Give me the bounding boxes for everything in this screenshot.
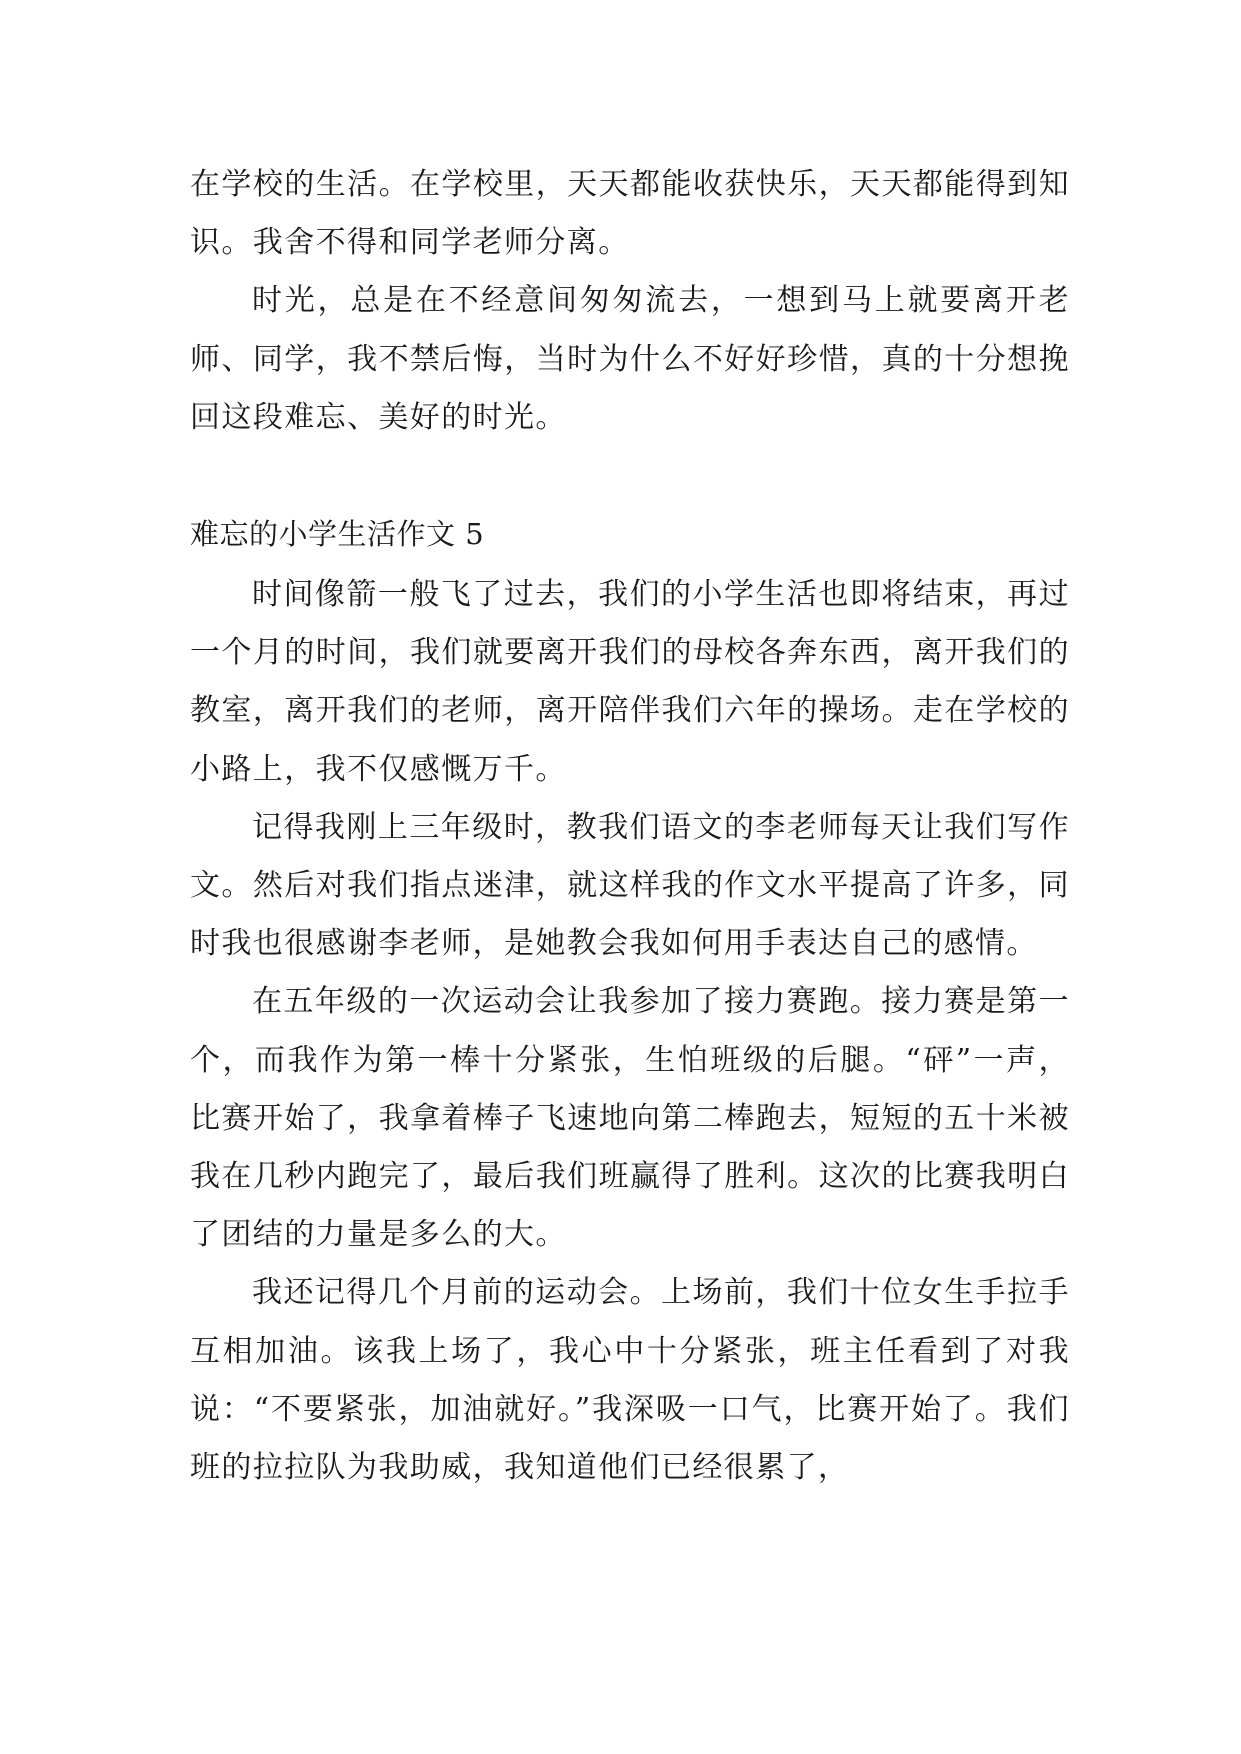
paragraph: 在五年级的一次运动会让我参加了接力赛跑。接力赛是第一个，而我作为第一棒十分紧张，生怕班级的后腿。“砰”一声，比赛开始了，我拿着棒子飞速地向第二棒跑去，短短的五十米被我在几秒内跑完了，最后我们班赢得了胜利。这次的比赛我明白了团结的力量是多么的大。 (190, 984, 1070, 1253)
paragraph: 在学校的生活。在学校里，天天都能收获快乐，天天都能得到知识。我舍不得和同学老师分离。 (190, 167, 1070, 261)
paragraph: 我还记得几个月前的运动会。上场前，我们十位女生手拉手互相加油。该我上场了，我心中十分紧张，班主任看到了对我说：“不要紧张，加油就好。”我深吸一口气，比赛开始了。我们班的拉拉队为我助威，我知道他们已经很累了， (190, 1275, 1070, 1486)
paragraph: 记得我刚上三年级时，教我们语文的李老师每天让我们写作文。然后对我们指点迷津，就这样我的作文水平提高了许多，同时我也很感谢李老师，是她教会我如何用手表达自己的感情。 (190, 809, 1070, 962)
section-heading (190, 514, 1070, 554)
section-title: 难忘的小学生活作文 5 (190, 517, 485, 551)
paragraph: 时间像箭一般飞了过去，我们的小学生活也即将结束，再过一个月的时间，我们就要离开我们的母校各奔东西，离开我们的教室，离开我们的老师，离开陪伴我们六年的操场。走在学校的小路上，我不仅感慨万千。 (190, 577, 1070, 787)
section-body (190, 566, 1070, 1497)
paragraph: 时光，总是在不经意间匆匆流去，一想到马上就要离开老师、同学，我不禁后悔，当时为什么不好好珍惜，真的十分想挽回这段难忘、美好的时光。 (190, 283, 1070, 435)
continued-text (190, 156, 1070, 447)
